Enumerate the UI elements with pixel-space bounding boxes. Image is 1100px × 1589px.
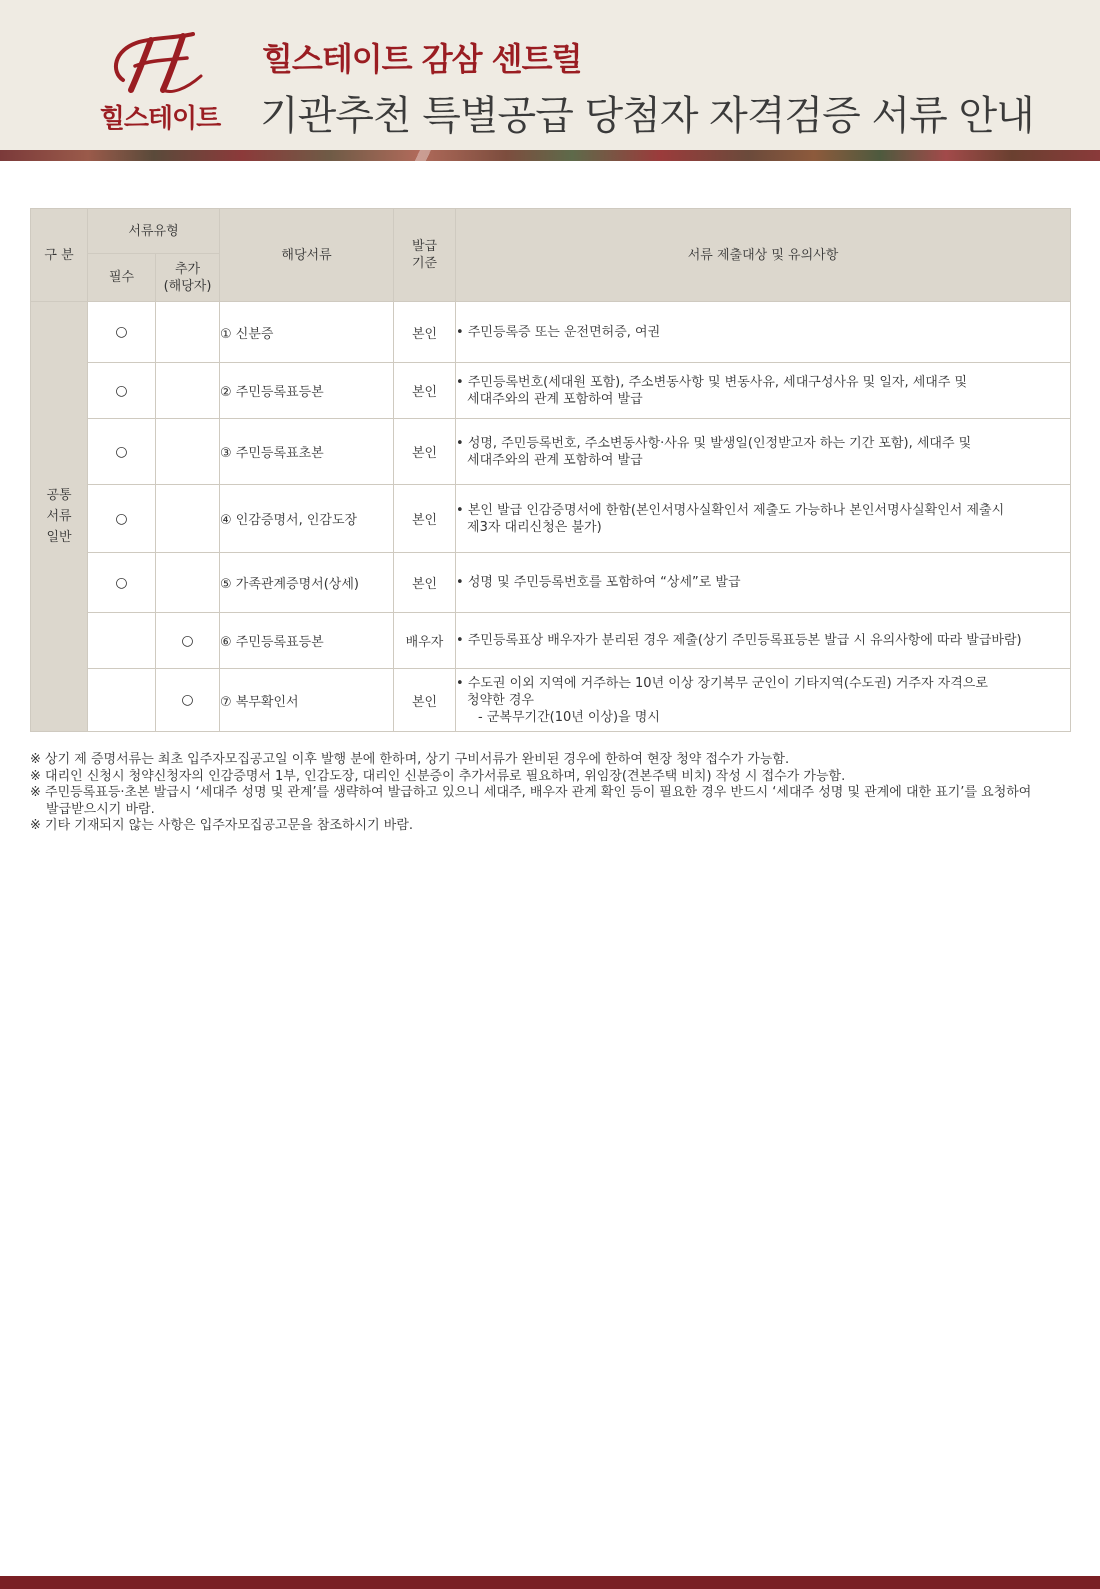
note-line: • 수도권 이외 지역에 거주하는 10년 이상 장기복무 군인이 기타지역(수도권) 거주자 자격으로 [456, 675, 988, 691]
table-row [31, 363, 1071, 419]
issuer: 배우자 [394, 613, 456, 669]
category-line: 서류 [46, 509, 72, 524]
note-line: • 성명 및 주민등록번호를 포함하여 “상세”로 발급 [456, 575, 741, 590]
header-required: 필수 [88, 254, 156, 302]
page-title: 힐스테이트 감삼 센트럴 [262, 40, 582, 78]
note-line: • 주민등록표상 배우자가 분리된 경우 제출(상기 주민등록표등본 발급 시 유의사항에 따라 발급바람) [456, 633, 1022, 648]
category-cell [31, 302, 88, 732]
additional-mark [156, 419, 220, 485]
additional-mark [156, 553, 220, 613]
logo-h-emblem-icon [105, 28, 215, 98]
table-row [31, 613, 1071, 669]
documents-table [30, 208, 1071, 732]
header [0, 0, 1100, 150]
decorative-strip [0, 150, 1100, 161]
note-line: • 본인 발급 인감증명서에 한함(본인서명사실확인서 제출도 가능하나 본인서명사실확인서 제출시 [456, 502, 1005, 518]
table-row [31, 669, 1071, 732]
footnotes [30, 752, 1080, 835]
document-notes [456, 302, 1071, 363]
additional-mark [156, 485, 220, 553]
document-name: ③ 주민등록표초본 [220, 419, 394, 485]
document-notes [456, 553, 1071, 613]
table-row [31, 553, 1071, 613]
note-line: 세대주와의 관계 포함하여 발급 [467, 452, 643, 468]
footnote-continuation: 발급받으시기 바람. [46, 801, 155, 817]
document-notes [456, 613, 1071, 669]
required-mark: ○ [88, 363, 156, 419]
note-line: • 성명, 주민등록번호, 주소변동사항·사유 및 발생일(인정받고자 하는 기간 포함), 세대주 및 [456, 435, 972, 451]
footer-bar [0, 1576, 1100, 1589]
required-mark [88, 613, 156, 669]
issuer: 본인 [394, 485, 456, 553]
document-notes [456, 669, 1071, 732]
header-issuer [394, 209, 456, 302]
additional-mark: ○ [156, 669, 220, 732]
issuer: 본인 [394, 302, 456, 363]
required-mark: ○ [88, 485, 156, 553]
document-notes [456, 485, 1071, 553]
note-line: 세대주와의 관계 포함하여 발급 [467, 391, 643, 407]
document-name: ⑥ 주민등록표등본 [220, 613, 394, 669]
header-additional-line2: (해당자) [163, 278, 212, 294]
header-additional [156, 254, 220, 302]
table-row [31, 302, 1071, 363]
note-line: - 군복무기간(10년 이상)을 명시 [478, 709, 660, 725]
category-line: 공통 [46, 488, 72, 503]
document-notes [456, 419, 1071, 485]
header-issuer-line1: 발급 [411, 239, 438, 254]
footnote: ※ 주민등록표등·초본 발급시 ‘세대주 성명 및 관계’를 생략하여 발급하고 있으니 세대주, 배우자 관계 확인 등이 필요한 경우 반드시 ‘세대주 성명 및 관계에 대한 표기’를 요청하여 [30, 785, 1032, 800]
issuer: 본인 [394, 363, 456, 419]
header-doc-type: 서류유형 [88, 209, 220, 254]
document-notes [456, 363, 1071, 419]
header-additional-line1: 추가 [174, 261, 201, 277]
brand-logo [95, 28, 225, 133]
document-name: ② 주민등록표등본 [220, 363, 394, 419]
additional-mark: ○ [156, 613, 220, 669]
note-line: 제3자 대리신청은 불가) [467, 519, 602, 535]
header-issuer-line2: 기준 [411, 256, 438, 271]
required-mark [88, 669, 156, 732]
required-mark: ○ [88, 553, 156, 613]
note-line: 청약한 경우 [467, 692, 534, 708]
document-name: ① 신분증 [220, 302, 394, 363]
header-document: 해당서류 [220, 209, 394, 302]
footnote: ※ 기타 기재되지 않는 사항은 입주자모집공고문을 참조하시기 바람. [30, 818, 414, 833]
note-line: • 주민등록증 또는 운전면허증, 여권 [456, 324, 661, 340]
logo-text: 힐스테이트 [99, 104, 221, 134]
required-mark: ○ [88, 419, 156, 485]
footnote: ※ 대리인 신청시 청약신청자의 인감증명서 1부, 인감도장, 대리인 신분증이 추가서류로 필요하며, 위임장(견본주택 비치) 작성 시 접수가 가능함. [30, 768, 846, 784]
header-notes: 서류 제출대상 및 유의사항 [456, 209, 1071, 302]
issuer: 본인 [394, 669, 456, 732]
table-row [31, 419, 1071, 485]
issuer: 본인 [394, 419, 456, 485]
category-line: 일반 [46, 530, 72, 545]
additional-mark [156, 363, 220, 419]
issuer: 본인 [394, 553, 456, 613]
additional-mark [156, 302, 220, 363]
document-name: ④ 인감증명서, 인감도장 [220, 485, 394, 553]
table-row [31, 485, 1071, 553]
required-mark: ○ [88, 302, 156, 363]
document-name: ⑦ 복무확인서 [220, 669, 394, 732]
note-line: • 주민등록번호(세대원 포함), 주소변동사항 및 변동사유, 세대구성사유 및 일자, 세대주 및 [456, 374, 968, 390]
page-subtitle: 기관추천 특별공급 당첨자 자격검증 서류 안내 [260, 93, 1034, 139]
document-name: ⑤ 가족관계증명서(상세) [220, 553, 394, 613]
header-category: 구 분 [31, 209, 88, 302]
footnote: ※ 상기 제 증명서류는 최초 입주자모집공고일 이후 발행 분에 한하며, 상기 구비서류가 완비된 경우에 한하여 현장 청약 접수가 가능함. [30, 752, 790, 767]
